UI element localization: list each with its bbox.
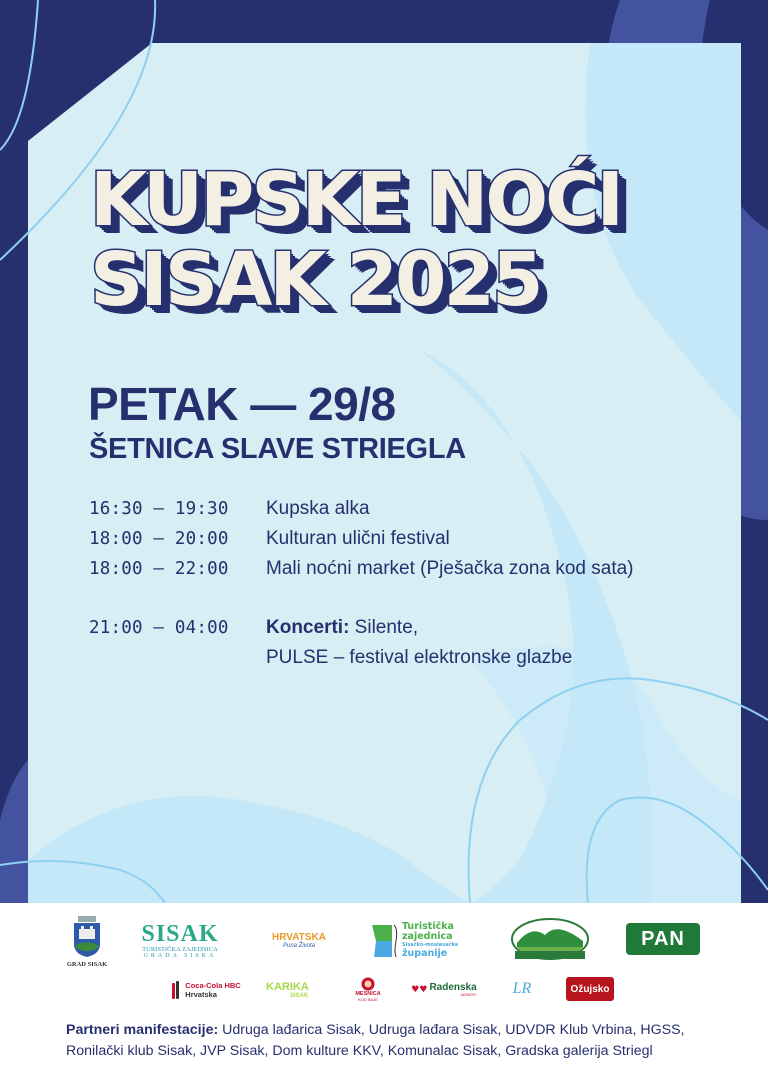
hearts-icon: ♥♥ bbox=[411, 985, 428, 995]
partners-text bbox=[66, 1020, 726, 1062]
schedule-event-label: Koncerti: bbox=[266, 617, 350, 638]
logo-pan bbox=[626, 923, 700, 955]
logo-ozujsko bbox=[566, 977, 614, 1001]
schedule-event: Kulturan ulični festival bbox=[266, 528, 450, 549]
mascot-icon bbox=[361, 977, 375, 991]
logo-karika bbox=[266, 977, 322, 1003]
stork-map-icon bbox=[370, 921, 400, 959]
logo-label: Coca-Cola HBC bbox=[185, 981, 241, 990]
title-line-2: SISAK 2025 bbox=[90, 237, 541, 323]
logo-sublabel: KOD BAJE bbox=[358, 996, 378, 1002]
schedule-list bbox=[89, 494, 634, 673]
schedule-row bbox=[89, 613, 634, 643]
logo-hrvatska bbox=[266, 923, 332, 957]
schedule-time: 16:30 — 19:30 bbox=[89, 499, 229, 519]
logo-label: Ožujsko bbox=[570, 983, 610, 995]
hills-emblem-icon bbox=[509, 917, 591, 963]
event-day-date: PETAK — 29/8 bbox=[88, 378, 396, 430]
logo-grad-sisak bbox=[62, 913, 112, 971]
schedule-row bbox=[89, 554, 634, 584]
logo-tz-grada-siska bbox=[138, 917, 222, 963]
logo-lr bbox=[504, 975, 540, 1003]
logo-label: LR bbox=[512, 980, 532, 997]
schedule-event: Kupska alka bbox=[266, 498, 370, 519]
logo-label: KARIKA bbox=[266, 981, 309, 993]
logo-radenska bbox=[408, 979, 480, 1001]
logo-sublabel: Puna Života bbox=[282, 942, 316, 949]
schedule-event-text: Silente, bbox=[349, 617, 419, 638]
logo-label: GRAD SISAK bbox=[66, 961, 108, 968]
event-venue: ŠETNICA SLAVE STRIEGLA bbox=[89, 433, 466, 465]
schedule-event: Mali noćni market (Pješačka zona kod sata) bbox=[266, 558, 634, 579]
logo-zrinska-gora bbox=[508, 917, 592, 963]
schedule-event bbox=[266, 617, 418, 639]
bottles-icon bbox=[171, 981, 181, 999]
logo-label: HRVATSKA bbox=[272, 931, 326, 943]
logo-label: zajednica bbox=[402, 930, 453, 942]
partners-list: Udruga lađarica Sisak, Udruga lađara Sisak, UDVDR Klub Vrbina, HGSS, Ronilački klub Sisak, JVP Sisak, Dom kulture KKV, Komunalac Sisak, Gradska galerija Striegl bbox=[66, 1022, 685, 1059]
schedule-time: 18:00 — 22:00 bbox=[89, 559, 229, 579]
logo-tz-smz bbox=[370, 919, 474, 961]
logo-label: MESNICA bbox=[355, 990, 381, 997]
logo-sublabel: ADRIATIC bbox=[460, 992, 477, 997]
schedule-row bbox=[89, 494, 634, 524]
partners-label: Partneri manifestacije: bbox=[66, 1022, 219, 1038]
schedule-row bbox=[89, 524, 634, 554]
logo-sublabel: županije bbox=[402, 947, 448, 959]
logo-label: SISAK bbox=[141, 920, 219, 947]
logo-sublabel: TURISTIČKA ZAJEDNICA bbox=[142, 945, 218, 953]
logo-sublabel: SISAK bbox=[290, 993, 309, 999]
schedule-time: 18:00 — 20:00 bbox=[89, 529, 229, 549]
title-line-1: KUPSKE NOĆI bbox=[90, 157, 621, 243]
event-title bbox=[90, 157, 621, 323]
schedule-row bbox=[89, 643, 634, 673]
logo-label: Radenska bbox=[429, 981, 477, 993]
coat-of-arms-icon bbox=[72, 916, 102, 958]
logo-coca-cola-hbc bbox=[166, 979, 246, 1001]
logo-mesnica bbox=[350, 973, 386, 1005]
logo-sublabel: GRADA SISKA bbox=[143, 952, 217, 959]
schedule-event-line2: PULSE – festival elektronske glazbe bbox=[266, 647, 573, 668]
logo-label: PAN bbox=[641, 927, 685, 950]
logo-sublabel: Sisačko-moslavačke bbox=[402, 941, 459, 948]
logo-label: Turistička bbox=[402, 920, 454, 932]
schedule-time: 21:00 — 04:00 bbox=[89, 618, 229, 638]
logo-label: Hrvatska bbox=[185, 990, 217, 999]
